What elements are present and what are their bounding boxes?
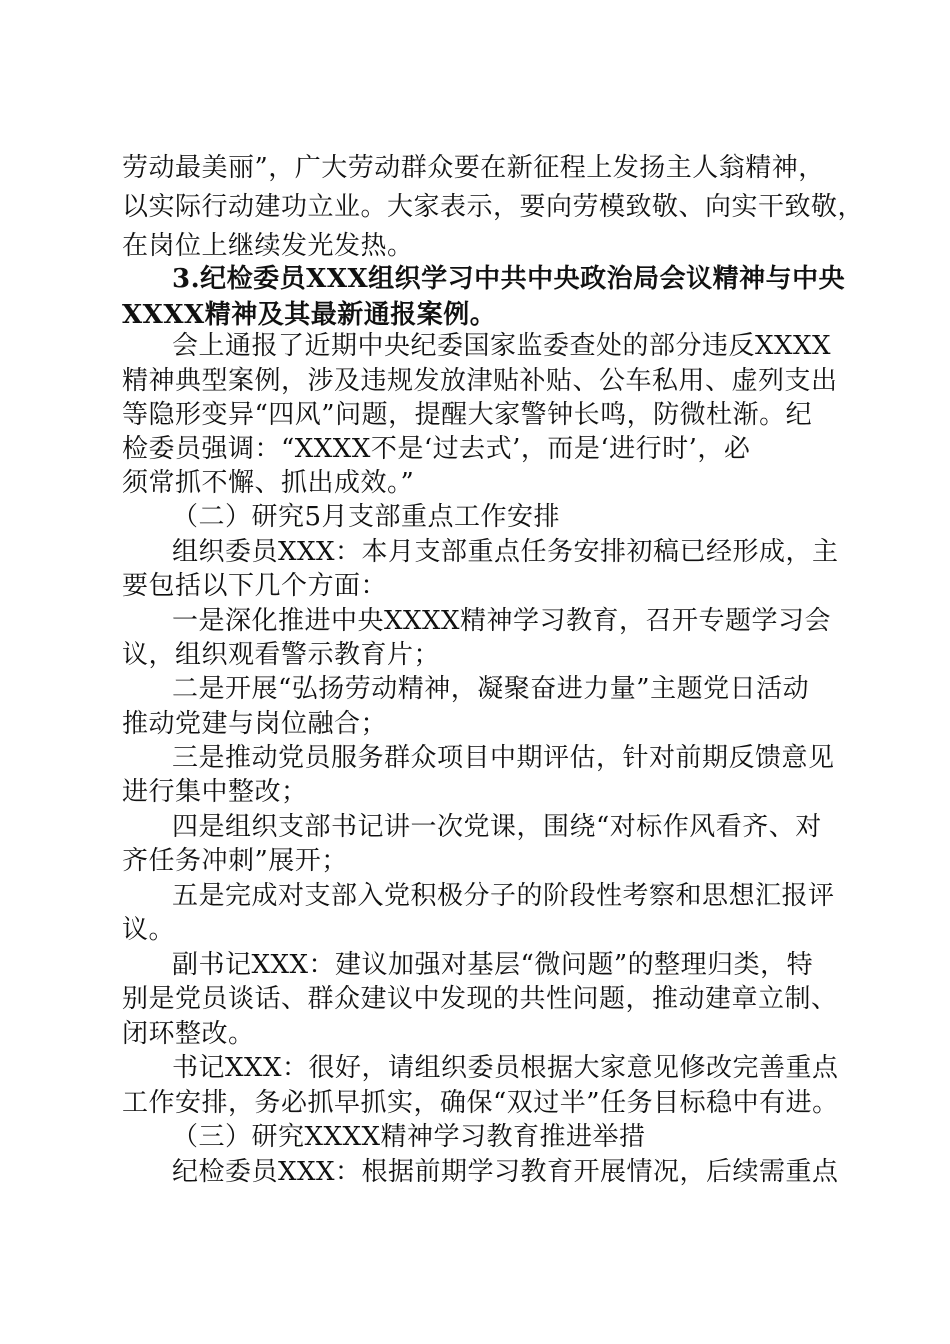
paragraph-line: 进行集中整改；: [122, 777, 308, 807]
paragraph-line: 二是开展“弘扬劳动精神，凝聚奋进力量”主题党日活动: [172, 674, 810, 704]
paragraph-line: 别是党员谈话、群众建议中发现的共性问题，推动建章立制、: [122, 984, 838, 1014]
paragraph-line: 五是完成对支部入党积极分子的阶段性考察和思想汇报评: [172, 881, 835, 911]
section-heading: 3.纪检委员XXX组织学习中共中央政治局会议精神与中央: [172, 264, 846, 294]
paragraph-line: 四是组织支部书记讲一次党课，围绕“对标作风看齐、对: [172, 812, 822, 842]
section-heading: XXXX精神及其最新通报案例。: [122, 300, 497, 330]
paragraph-line: 工作安排，务必抓早抓实，确保“双过半”任务目标稳中有进。: [122, 1088, 839, 1118]
paragraph-line: 组织委员XXX：本月支部重点任务安排初稿已经形成，主: [172, 537, 839, 567]
paragraph-line: 要包括以下几个方面：: [122, 571, 388, 601]
paragraph-line: 须常抓不懈、抓出成效。”: [122, 468, 415, 498]
paragraph-line: 副书记XXX：建议加强对基层“微问题”的整理归类，特: [172, 950, 814, 980]
paragraph-line: 劳动最美丽”，广大劳动群众要在新征程上发扬主人翁精神，: [122, 153, 825, 183]
paragraph-line: 一是深化推进中央XXXX精神学习教育，召开专题学习会: [172, 606, 832, 636]
paragraph-line: 三是推动党员服务群众项目中期评估，针对前期反馈意见: [172, 743, 835, 773]
paragraph-line: 精神典型案例，涉及违规发放津贴补贴、公车私用、虚列支出: [122, 366, 838, 396]
sub-heading: （三）研究XXXX精神学习教育推进举措: [172, 1122, 646, 1152]
paragraph-line: 纪检委员XXX：根据前期学习教育开展情况，后续需重点: [172, 1157, 839, 1187]
paragraph-line: 会上通报了近期中央纪委国家监委查处的部分违反XXXX: [172, 331, 832, 361]
paragraph-line: 以实际行动建功立业。大家表示，要向劳模致敬、向实干致敬，: [122, 192, 865, 222]
paragraph-line: 议。: [122, 915, 176, 945]
paragraph-line: 检委员强调：“XXXX不是‘过去式’，而是‘进行时’，必: [122, 434, 751, 464]
paragraph-line: 书记XXX：很好，请组织委员根据大家意见修改完善重点: [172, 1053, 839, 1083]
paragraph-line: 推动党建与岗位融合；: [122, 709, 388, 739]
paragraph-line: 闭环整改。: [122, 1019, 255, 1049]
paragraph-line: 齐任务冲刺”展开；: [122, 846, 348, 876]
sub-heading: （二）研究5月支部重点工作安排: [172, 502, 561, 532]
paragraph-line: 议，组织观看警示教育片；: [122, 640, 441, 670]
paragraph-line: 等隐形变异“四风”问题，提醒大家警钟长鸣，防微杜渐。纪: [122, 400, 813, 430]
paragraph-line: 在岗位上继续发光发热。: [122, 231, 414, 261]
